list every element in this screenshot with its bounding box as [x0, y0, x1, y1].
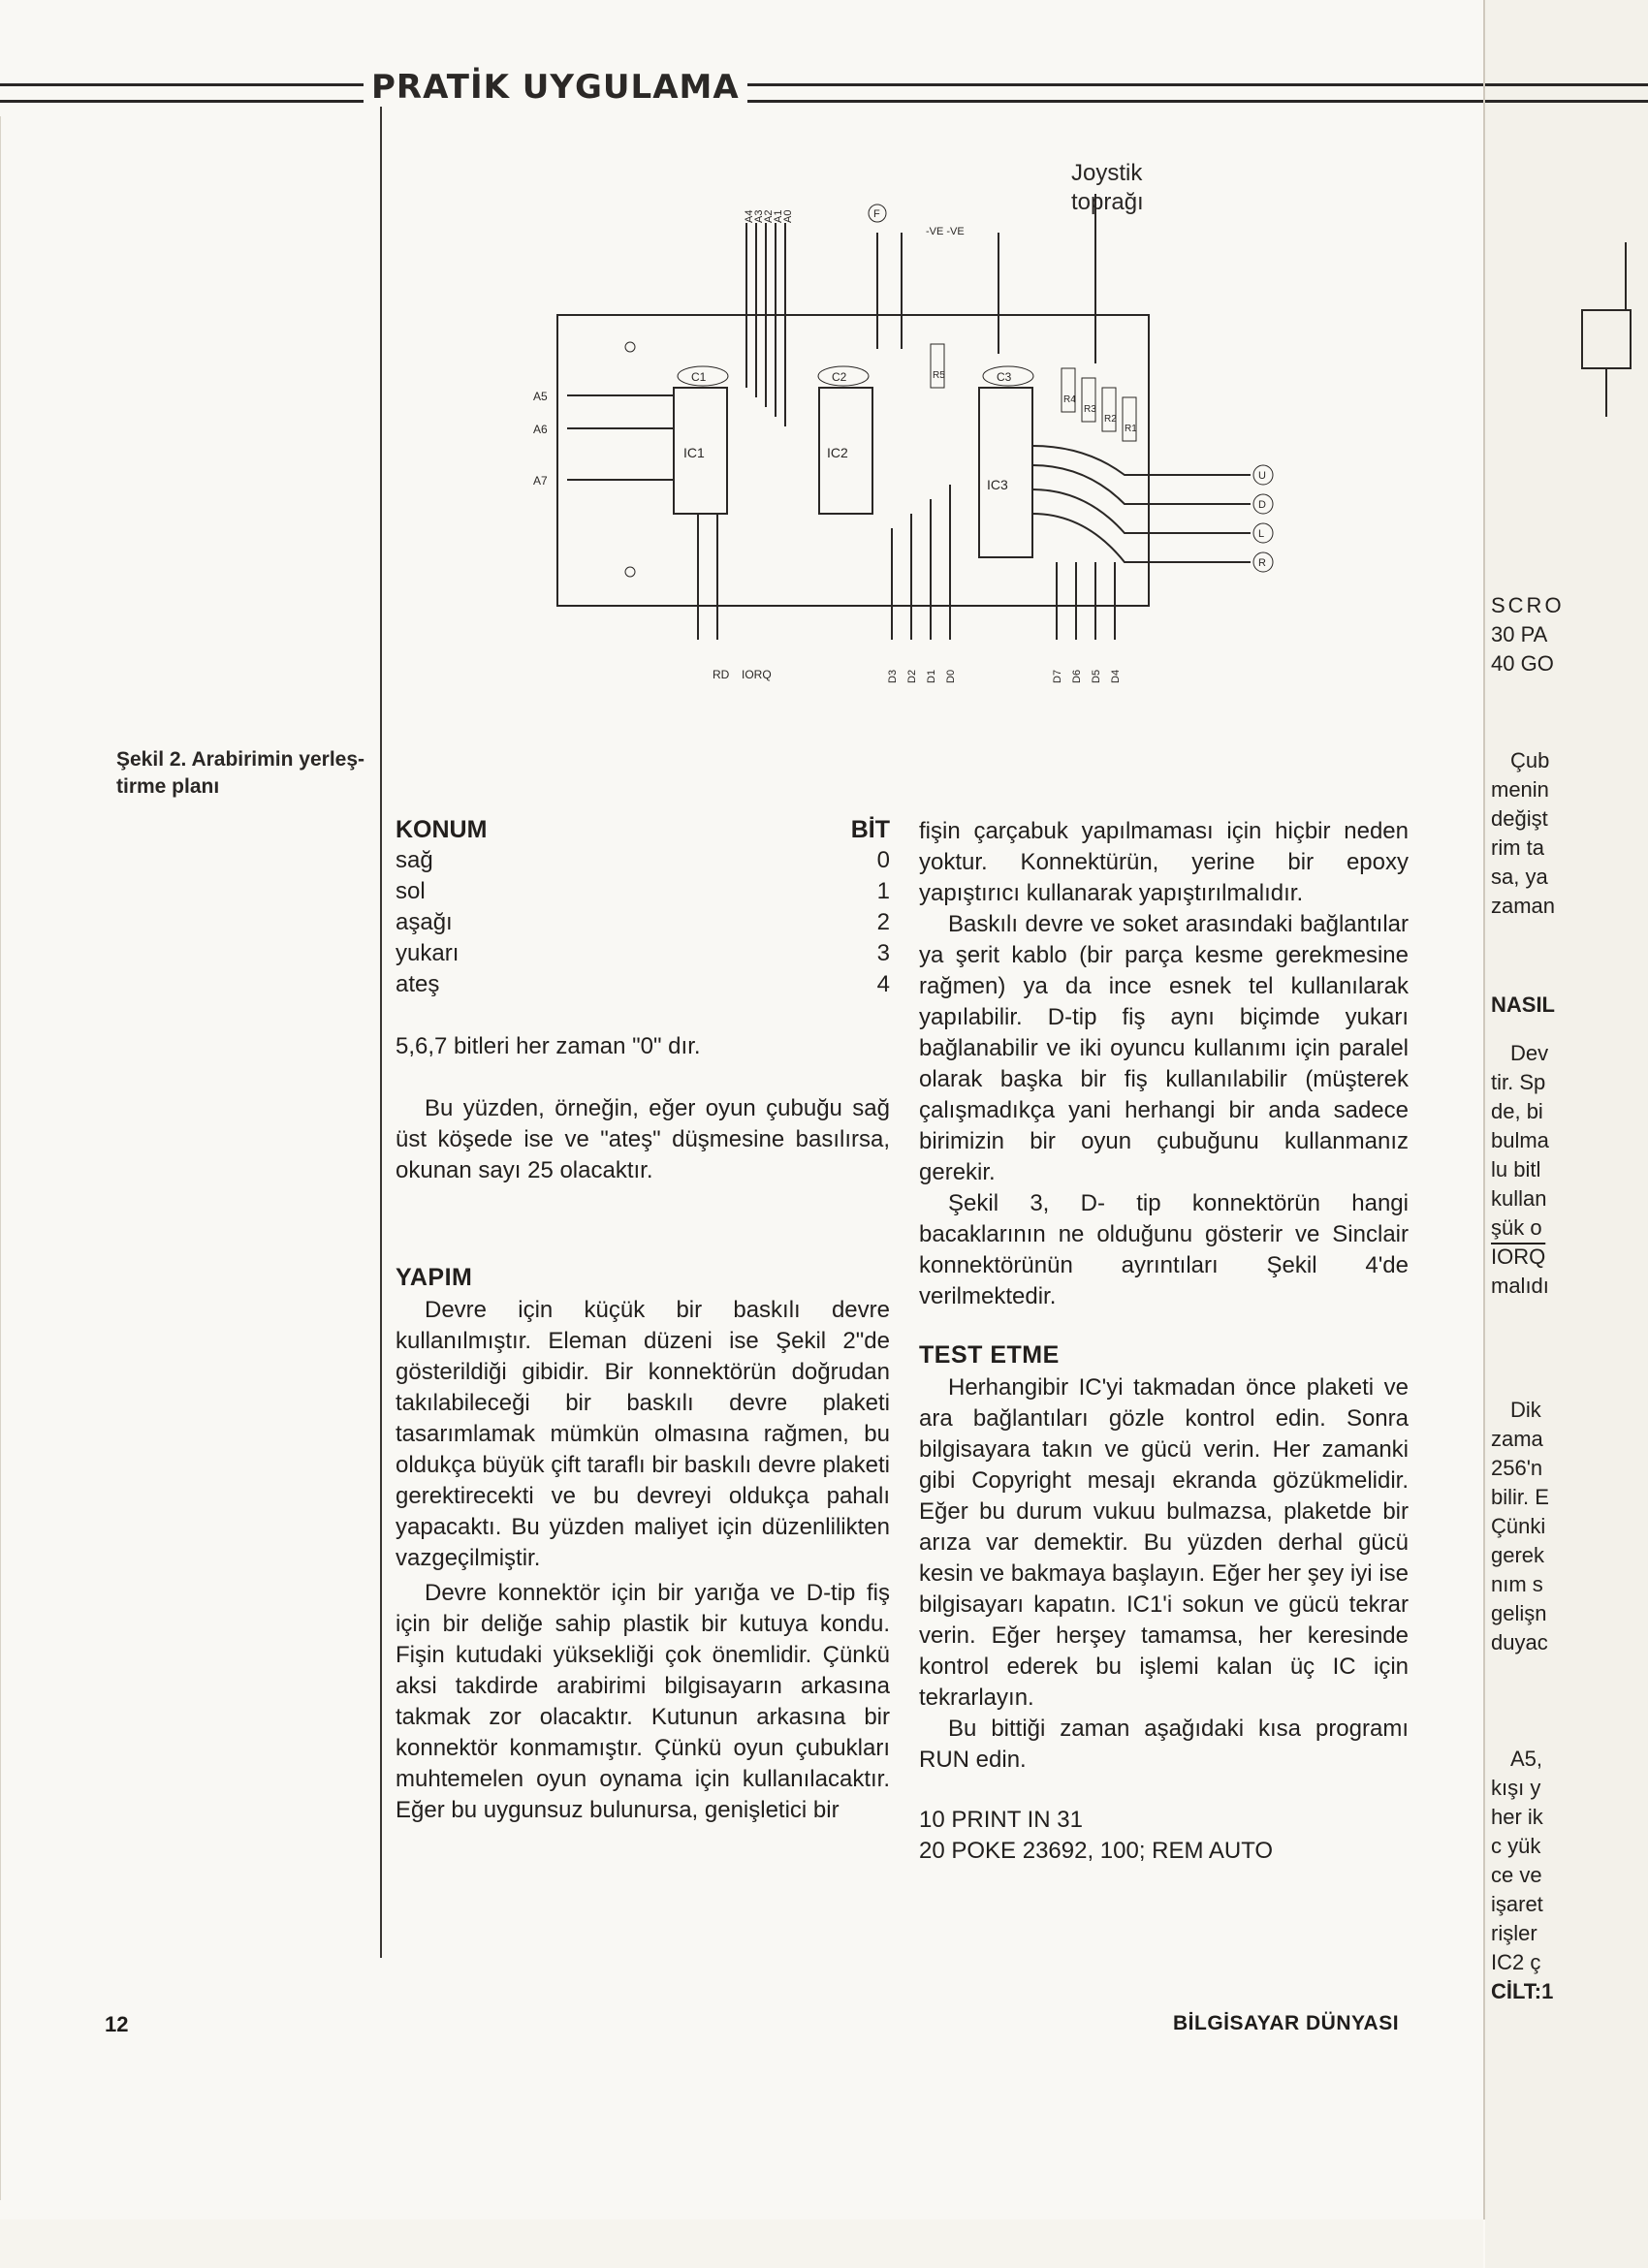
text-line: kışı y: [1491, 1776, 1541, 1800]
next-page-diagram-fragment: [1572, 223, 1640, 417]
capacitor-c3: [983, 366, 1033, 386]
addr-left-a6: A6: [533, 423, 548, 436]
konum-header: KONUM: [396, 816, 488, 843]
table-row: [396, 938, 890, 969]
text-line: gerek: [1491, 1543, 1545, 1567]
text-line: CİLT:1: [1491, 1979, 1554, 2003]
ic3-chip: [979, 388, 1032, 557]
joystick-label: Joystik: [1071, 160, 1143, 186]
mounting-hole: [625, 567, 635, 577]
text-line: IORQ: [1491, 1244, 1546, 1269]
text-line: nım s: [1491, 1572, 1543, 1596]
table-cell: 1: [876, 878, 890, 904]
data-label: D0: [945, 669, 957, 683]
svg-text:C2: C2: [832, 370, 847, 384]
table-cell: ateş: [396, 971, 440, 997]
data-label: D1: [926, 669, 937, 683]
table-cell: 2: [876, 909, 890, 935]
text-line: değişt: [1491, 806, 1548, 831]
pcb-outline: [557, 315, 1149, 606]
data-label: D5: [1091, 669, 1102, 683]
table-row: [396, 845, 890, 876]
svg-text:R2: R2: [1104, 414, 1117, 425]
table-cell: 3: [876, 940, 890, 966]
konum-bit-table: [396, 814, 890, 1000]
resistor-r1: [1123, 397, 1137, 441]
yapim-heading: YAPIM: [396, 1264, 473, 1291]
code-line-1: 10 PRINT IN 31: [919, 1807, 1083, 1833]
capacitor-c2: [818, 366, 869, 386]
text-line: ce ve: [1491, 1863, 1542, 1887]
table-row: [396, 907, 890, 938]
mounting-hole: [625, 342, 635, 352]
text-line: şük o: [1491, 1215, 1542, 1240]
svg-text:R3: R3: [1084, 404, 1096, 415]
code-line-2: 20 POKE 23692, 100; REM AUTO: [919, 1838, 1274, 1864]
text-line: c yük: [1491, 1834, 1541, 1858]
table-cell: aşağı: [396, 909, 453, 935]
column-right: [919, 816, 1409, 1867]
text-line: sa, ya: [1491, 865, 1548, 889]
ic2-chip: [819, 388, 872, 514]
col2-paragraph-1: fişin çarçabuk yapılmaması için hiçbir neden yoktur. Konnektürün, yerine bir epoxy yapıştırıcı kullanarak yapıştırılmalıdır.: [919, 818, 1409, 906]
test-heading: TEST ETME: [919, 1341, 1060, 1369]
next-page-text-e: [1491, 1745, 1553, 2006]
svg-text:D: D: [1258, 499, 1266, 511]
text-line: malıdı: [1491, 1274, 1549, 1298]
addr-left-a5: A5: [533, 390, 548, 403]
table-cell: sağ: [396, 847, 433, 873]
yapim-paragraph-2: Devre konnektör için bir yarığa ve D-tip fiş için bir deliğe sahip plastik bir kutuya kondu. Fişin kutudaki yüksekliği çok önemlidir. Çünkü aksi takdirde arabirimi bilgisayarın arkasına takmak zor olacaktır. Kutunun arkasına bir konnektör konmamıştır. Çünkü oyun çubukları muhtemelen oyun oynama için kullanılacaktır. Eğer bu uygunsuz bulunursa, genişletici bir: [396, 1580, 890, 1823]
direction-right: [1253, 552, 1273, 572]
text-line: 40 GO: [1491, 651, 1554, 676]
svg-text:R5: R5: [933, 370, 945, 381]
iorq-label: IORQ: [742, 668, 772, 681]
resistor-r4: [1062, 368, 1076, 412]
page-edge-line: [0, 116, 1, 2200]
text-line: rişler: [1491, 1921, 1537, 1945]
text-line: menin: [1491, 777, 1549, 802]
text-line: rim ta: [1491, 835, 1544, 860]
text-line: SCRO: [1491, 593, 1565, 617]
table-cell: sol: [396, 878, 426, 904]
run-paragraph: Bu bittiği zaman aşağıdaki kısa programı RUN edin.: [919, 1716, 1409, 1773]
page-number: 12: [105, 2012, 129, 2036]
text-line: IC2 ç: [1491, 1950, 1541, 1974]
column-divider: [380, 107, 382, 1958]
svg-text:R1: R1: [1125, 424, 1137, 434]
resistor-r3: [1082, 378, 1096, 422]
text-line: bilir. E: [1491, 1485, 1549, 1509]
yapim-paragraph-1: Devre için küçük bir baskılı devre kullanılmıştır. Eleman düzeni ise Şekil 2"de gösterildiği gibidir. Bir konnektörün doğrudan takılabileceği bir baskılı devre plaketi tasarımlamak mümkün olmasına rağmen, bu oldukça büyük çift taraflı bir baskılı devre plaketi gerektirecekti ve bu devreyi oldukça pahalı yapacaktı. Bu yüzden maliyet için düzenlilikten vazgeçilmiştir.: [396, 1297, 890, 1571]
ic1-label: IC1: [683, 445, 705, 460]
ic3-label: IC3: [987, 477, 1008, 492]
text-line: kullan: [1491, 1186, 1547, 1211]
addr-label: A2: [763, 209, 775, 223]
text-line: bulma: [1491, 1128, 1549, 1152]
page-bottom-margin: [0, 2220, 1483, 2268]
ic2-label: IC2: [827, 445, 848, 460]
example-paragraph: Bu yüzden, örneğin, eğer oyun çubuğu sağ üst köşede ise ve "ateş" düşmesine basılırsa, okunan sayı 25 olacaktır.: [396, 1095, 890, 1183]
capacitor-c1: [678, 366, 728, 386]
next-page-heading: NASIL: [1491, 992, 1555, 1017]
addr-left-a7: A7: [533, 474, 548, 488]
svg-text:R4: R4: [1063, 394, 1076, 405]
figure-caption: [116, 746, 378, 801]
svg-text:U: U: [1258, 470, 1266, 482]
column-left: [396, 814, 890, 1826]
next-page-text-a: [1491, 591, 1565, 678]
text-line: zaman: [1491, 894, 1556, 918]
data-label: D4: [1110, 669, 1122, 683]
magazine-name: BİLGİSAYAR DÜNYASI: [1173, 2012, 1400, 2034]
col2-paragraph-2: Baskılı devre ve soket arasındaki bağlantılar ya şerit kablo (bir parça kesme gerekmesine rağmen) ya da ince esnek tel kullanılarak yapılabilir. D-tip fiş aynı biçimde yukarı bağlanabilir ve iki oyuncu kullanımı için paralel olarak başka bir fiş kullanılabilir (müşterek çalışmadıkça yani herhangi bir anda sadece birimizin bir oyun çubuğunu kullanmanız gerekir.: [919, 911, 1409, 1185]
table-cell: 0: [876, 847, 890, 873]
bit-header: BİT: [850, 816, 890, 843]
text-line: 256'n: [1491, 1456, 1543, 1480]
col2-paragraph-3: Şekil 3, D- tip konnektörün hangi bacaklarının ne olduğunu gösterir ve Sinclair konnektörünün ayrıntıları Şekil 4'de verilmektedir.: [919, 1190, 1409, 1309]
section-title: PRATİK UYGULAMA: [364, 68, 747, 107]
svg-text:C3: C3: [997, 370, 1012, 384]
pcb-layout-diagram: [388, 155, 1357, 698]
fire-pin-label: F: [873, 208, 880, 220]
ve-labels: -VE -VE: [926, 226, 965, 237]
text-line: de, bi: [1491, 1099, 1543, 1123]
text-line: 30 PA: [1491, 622, 1548, 646]
table-cell: yukarı: [396, 940, 460, 966]
text-line: gelişn: [1491, 1601, 1547, 1625]
text-line: Dik: [1510, 1398, 1541, 1422]
svg-text:C1: C1: [691, 370, 707, 384]
figure-caption-text: Şekil 2. Arabirimin yerleş- tirme planı: [116, 748, 365, 798]
next-page-rule: [1485, 83, 1648, 103]
addr-label: A4: [744, 209, 755, 223]
data-label: D7: [1052, 669, 1063, 683]
svg-text:L: L: [1258, 528, 1265, 540]
next-page-text-b: [1491, 746, 1555, 921]
direction-up: [1253, 465, 1273, 485]
text-line: duyac: [1491, 1630, 1548, 1654]
data-label: D2: [906, 669, 918, 683]
data-label: D6: [1071, 669, 1083, 683]
text-line: zama: [1491, 1427, 1543, 1451]
test-paragraph: Herhangibir IC'yi takmadan önce plaketi ve ara bağlantıları gözle kontrol edin. Sonra bilgisayara takın ve gücü verin. Her zamanki gibi Copyright mesajı ekranda gözükmelidir. Eğer bu durum vukuu bulmazsa, plaketde bir arıza var demektir. Bu yüzden derhal gücü kesin ve bakmaya başlayın. Eğer her şey iyi ise bilgisayarı kapatın. IC1'i sokun ve gücü tekrar verin. Eğer herşey tamamsa, her keresinde kontrol ederek bu işlemi kalan üç IC için tekrarlayın.: [919, 1374, 1409, 1711]
text-line: Çub: [1510, 748, 1550, 772]
direction-left: [1253, 523, 1273, 543]
addr-label: A1: [773, 209, 784, 223]
next-page-text-d: [1491, 1396, 1549, 1657]
text-line: işaret: [1491, 1892, 1543, 1916]
toprak-label: toprağı: [1071, 189, 1144, 215]
direction-down: [1253, 494, 1273, 514]
addr-label: A0: [782, 209, 794, 223]
next-page-text-c: [1491, 1039, 1549, 1301]
bits-note: 5,6,7 bitleri her zaman "0" dır.: [396, 1033, 701, 1059]
text-line: lu bitl: [1491, 1157, 1541, 1181]
text-line: Çünki: [1491, 1514, 1546, 1538]
svg-text:R: R: [1258, 557, 1266, 569]
table-cell: 4: [876, 971, 890, 997]
rd-label: RD: [713, 668, 730, 681]
resistor-r5: [931, 344, 945, 388]
text-line: Dev: [1510, 1041, 1549, 1065]
table-row: [396, 969, 890, 1000]
ic1-chip: [674, 388, 727, 514]
data-label: D3: [887, 669, 899, 683]
text-line: tir. Sp: [1491, 1070, 1546, 1094]
addr-label: A3: [753, 209, 765, 223]
table-row: [396, 876, 890, 907]
text-line: A5,: [1510, 1747, 1543, 1771]
text-line: her ik: [1491, 1805, 1543, 1829]
resistor-r2: [1102, 388, 1117, 431]
